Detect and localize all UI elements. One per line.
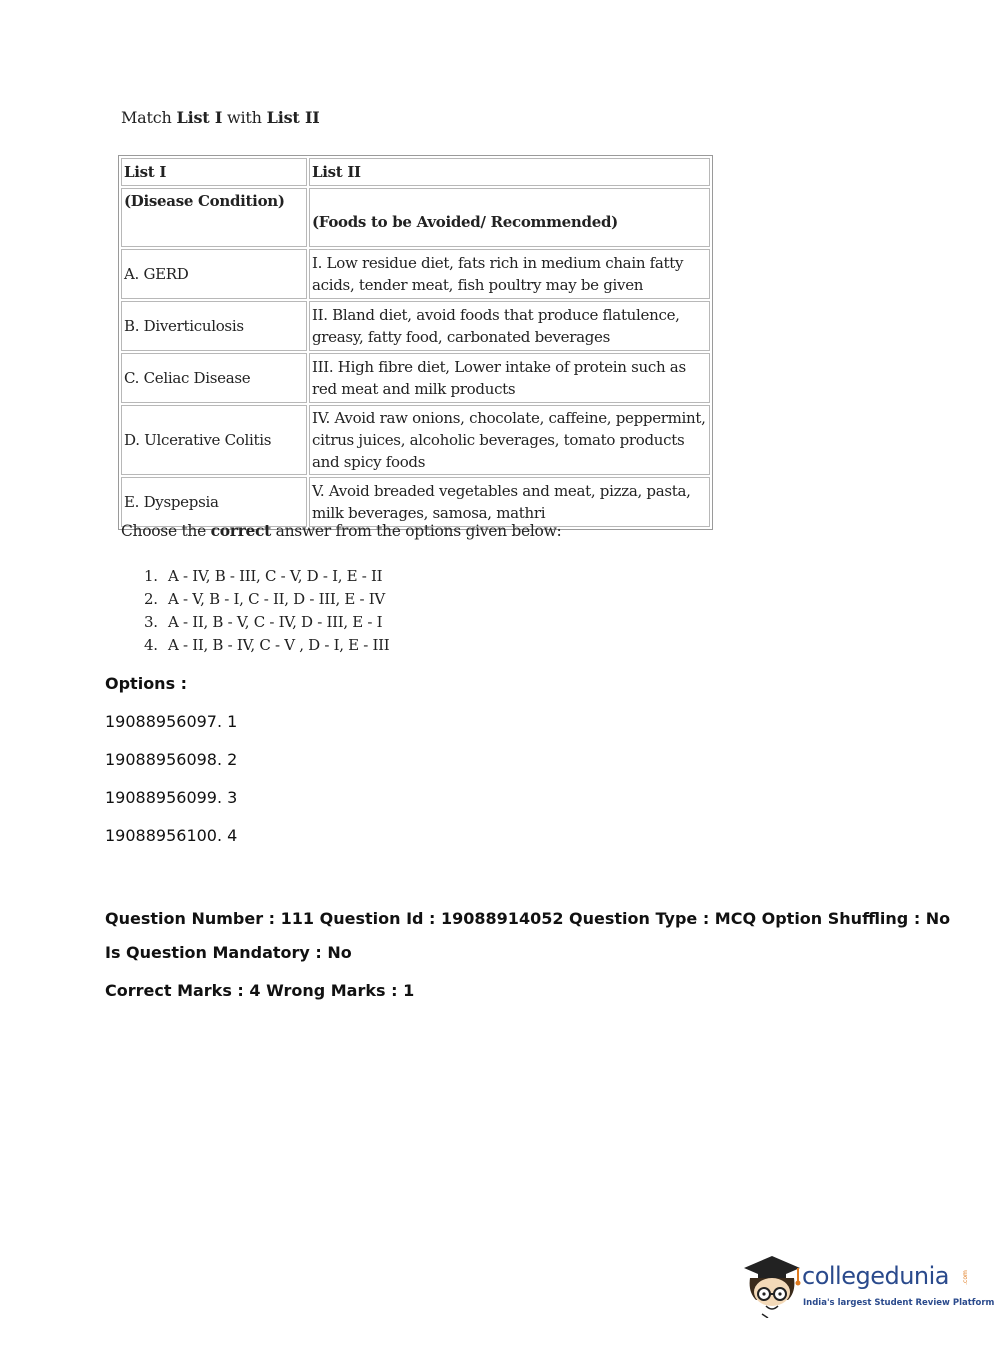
options-label: Options :	[105, 674, 188, 693]
table-header-cell: List II	[309, 158, 710, 186]
list-item: 1. A - IV, B - III, C - V, D - I, E - II	[144, 567, 383, 585]
table-cell: D. Ulcerative Colitis	[121, 405, 307, 475]
question-marks-line: Correct Marks : 4 Wrong Marks : 1	[105, 981, 415, 1000]
logo-com: .com	[961, 1270, 969, 1285]
table-cell: B. Diverticulosis	[121, 301, 307, 351]
table-cell: III. High fibre diet, Lower intake of protein such as red meat and milk products	[309, 353, 710, 403]
table-row	[121, 405, 710, 475]
option-item: 19088956099. 3	[105, 788, 238, 807]
table-row	[121, 301, 710, 351]
match-table	[118, 155, 713, 530]
question-title: Match List I with List II	[121, 108, 320, 127]
option-item: 19088956098. 2	[105, 750, 238, 769]
logo-wordmark: collegedunia	[802, 1262, 950, 1290]
table-cell: IV. Avoid raw onions, chocolate, caffeine, peppermint, citrus juices, alcoholic beverages, tomato products and spicy foods	[309, 405, 710, 475]
choose-instruction: Choose the correct answer from the options given below:	[121, 521, 562, 540]
option-item: 19088956100. 4	[105, 826, 238, 845]
table-subheader-row	[121, 188, 710, 247]
table-row	[121, 353, 710, 403]
table-header-cell: (Disease Condition)	[121, 188, 307, 247]
table-cell: II. Bland diet, avoid foods that produce flatulence, greasy, fatty food, carbonated beverages	[309, 301, 710, 351]
question-mandatory-line: Is Question Mandatory : No	[105, 943, 352, 962]
table-cell: I. Low residue diet, fats rich in medium chain fatty acids, tender meat, fish poultry may be given	[309, 249, 710, 299]
table-header-cell: List I	[121, 158, 307, 186]
table-header-cell: (Foods to be Avoided/ Recommended)	[309, 188, 710, 247]
table-header-row	[121, 158, 710, 186]
list-item: 3. A - II, B - V, C - IV, D - III, E - I	[144, 613, 383, 631]
table-cell: E. Dyspepsia	[121, 477, 307, 527]
table-row	[121, 477, 710, 527]
option-item: 19088956097. 1	[105, 712, 238, 731]
table-row	[121, 249, 710, 299]
table-cell: A. GERD	[121, 249, 307, 299]
table-cell: V. Avoid breaded vegetables and meat, pizza, pasta, milk beverages, samosa, mathri	[309, 477, 710, 527]
list-item: 2. A - V, B - I, C - II, D - III, E - IV	[144, 590, 385, 608]
question-meta-line: Question Number : 111 Question Id : 19088914052 Question Type : MCQ Option Shuffling : No	[105, 909, 951, 928]
answer-list	[144, 565, 389, 657]
logo-tagline: India's largest Student Review Platform	[803, 1298, 995, 1308]
table-cell: C. Celiac Disease	[121, 353, 307, 403]
list-item: 4. A - II, B - IV, C - V , D - I, E - III	[144, 636, 390, 654]
